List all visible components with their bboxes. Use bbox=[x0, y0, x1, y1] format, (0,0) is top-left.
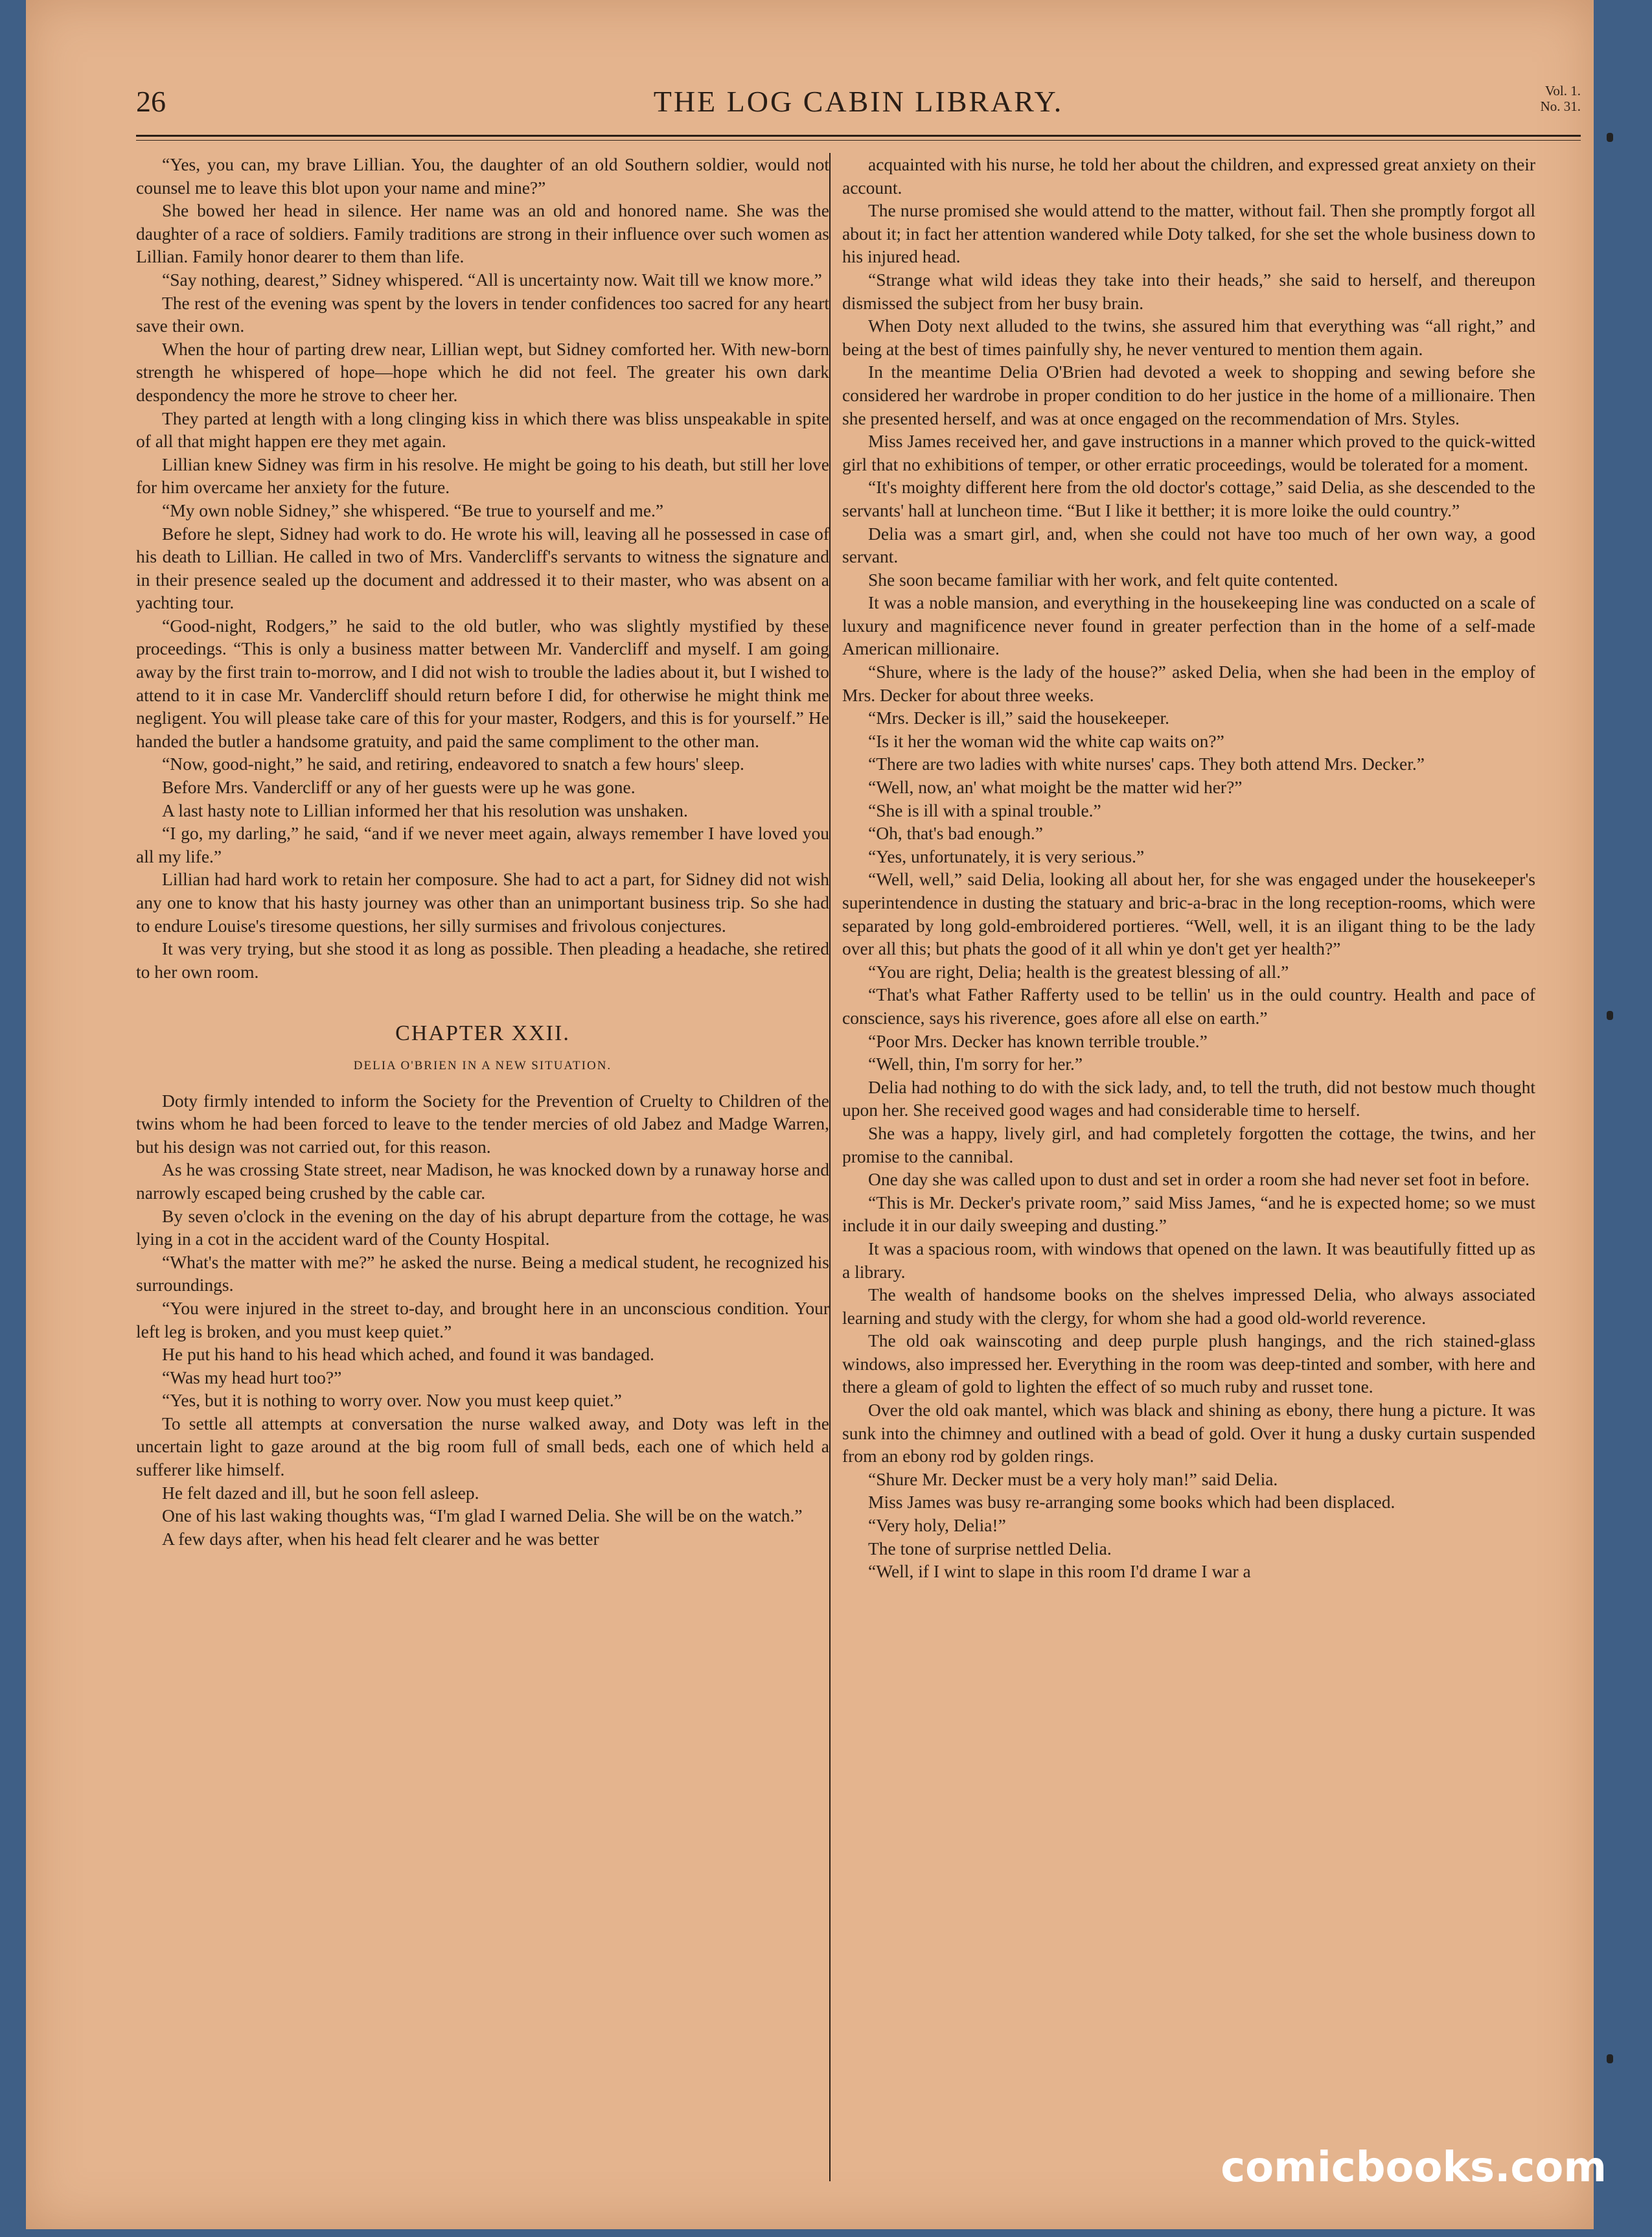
paragraph: In the meantime Delia O'Brien had devoted a week to shopping and sewing before she considered her wardrobe in proper condition to do her justice in the home of a millionaire. Then she presented herself, and was at once engaged on the recommendation of Mrs. Styles. bbox=[842, 362, 1535, 428]
paragraph: It was a noble mansion, and everything in the housekeeping line was conducted on a scale of luxury and magnificence never found in greater perfection than in the home of a self-made American millionaire. bbox=[842, 592, 1535, 659]
paragraph: When Doty next alluded to the twins, she assured him that everything was “all right,” and being at the best of times painfully shy, he never ventured to mention them again. bbox=[842, 316, 1535, 359]
paragraph: The nurse promised she would attend to the matter, without fail. Then she promptly forgot all about it; in fact her attention wandered while Doty talked, for she set the whole business down to his injured head. bbox=[842, 200, 1535, 267]
paragraph: She soon became familiar with her work, and felt quite contented. bbox=[868, 569, 1338, 590]
paragraph: Miss James was busy re-arranging some books which had been displaced. bbox=[868, 1492, 1395, 1513]
journal-title: THE LOG CABIN LIBRARY. bbox=[653, 85, 1064, 118]
paragraph: “Well, now, an' what moight be the matter wid her?” bbox=[868, 777, 1243, 798]
page-number: 26 bbox=[136, 85, 166, 118]
paragraph: “You are right, Delia; health is the greatest blessing of all.” bbox=[868, 961, 1289, 982]
paragraph: “Very holy, Delia!” bbox=[868, 1515, 1006, 1536]
paragraph: “Well, thin, I'm sorry for her.” bbox=[868, 1054, 1083, 1074]
paragraph: “I go, my darling,” he said, “and if we never meet again, always remember I have loved you all my life.” bbox=[136, 823, 829, 866]
right-column bbox=[842, 153, 1535, 1583]
paragraph: “Well, well,” said Delia, looking all about her, for she was engaged under the housekeeper's superintendence in dusting the statuary and bric-a-brac in the long reception-rooms, which were separated by long gold-embroidered portieres. “Well, well, it is an iligant thing to be the lady over all this; but phats the good of it all whin ye don't get yer health?” bbox=[842, 869, 1535, 959]
paragraph: He put his hand to his head which ached, and found it was bandaged. bbox=[162, 1344, 654, 1365]
watermark-logo: comicbooks.com bbox=[1221, 2144, 1607, 2192]
paragraph: Before Mrs. Vandercliff or any of her guests were up he was gone. bbox=[162, 777, 636, 798]
paragraph: By seven o'clock in the evening on the day of his abrupt departure from the cottage, he was lying in a cot in the accident ward of the County Hospital. bbox=[136, 1205, 829, 1249]
volume-label: Vol. 1. bbox=[1544, 83, 1581, 99]
paragraph: “Poor Mrs. Decker has known terrible trouble.” bbox=[868, 1030, 1208, 1051]
paragraph: “Shure, where is the lady of the house?” asked Delia, when she had been in the employ of Mrs. Decker for about three weeks. bbox=[842, 662, 1535, 705]
paragraph: “My own noble Sidney,” she whispered. “Be true to yourself and me.” bbox=[162, 500, 664, 520]
header-rule bbox=[136, 135, 1581, 137]
paragraph: The rest of the evening was spent by the lovers in tender confidences too sacred for any heart save their own. bbox=[136, 292, 829, 336]
left-column bbox=[136, 153, 829, 1550]
chapter-title: CHAPTER XXII. bbox=[395, 1021, 570, 1046]
paragraph: One of his last waking thoughts was, “I'm glad I warned Delia. She will be on the watch.” bbox=[162, 1505, 803, 1526]
paragraph: The old oak wainscoting and deep purple plush hangings, and the rich stained-glass windows, also impressed her. Everything in the room was deep-tinted and somber, with here and there a gleam of gold to lighten the effect of so much ruby and russet tone. bbox=[842, 1330, 1535, 1397]
paragraph: She was a happy, lively girl, and had completely forgotten the cottage, the twins, and her promise to the cannibal. bbox=[842, 1122, 1535, 1166]
column-divider bbox=[829, 153, 831, 2181]
paragraph: Doty firmly intended to inform the Society for the Prevention of Cruelty to Children of the twins whom he had been forced to leave to the tender mercies of old Jabez and Madge Warren, but his design was not carried out, for this reason. bbox=[136, 1090, 829, 1157]
paragraph: Lillian had hard work to retain her composure. She had to act a part, for Sidney did not wish any one to know that his hasty journey was other than an unimportant business trip. So she had to endure Louise's tiresome questions, her silly surmises and frivolous conjectures. bbox=[136, 869, 829, 936]
paragraph: “Was my head hurt too?” bbox=[162, 1367, 342, 1387]
paragraph: They parted at length with a long clinging kiss in which there was bliss unspeakable in spite of all that might happen ere they met again. bbox=[136, 408, 829, 452]
paragraph: “Is it her the woman wid the white cap waits on?” bbox=[868, 730, 1224, 751]
left-column-text-before bbox=[136, 153, 829, 983]
right-column-text bbox=[842, 153, 1535, 1583]
left-column-text-after bbox=[136, 1089, 829, 1551]
paragraph: acquainted with his nurse, he told her about the children, and expressed great anxiety on their account. bbox=[842, 154, 1535, 198]
paragraph: “This is Mr. Decker's private room,” said Miss James, “and he is expected home; so we must include it in our daily sweeping and dusting.” bbox=[842, 1192, 1535, 1236]
number-label: No. 31. bbox=[1540, 99, 1581, 114]
header-rule-thin bbox=[136, 140, 1581, 141]
paragraph: Delia had nothing to do with the sick lady, and, to tell the truth, did not bestow much thought upon her. She received good wages and had considerable time to herself. bbox=[842, 1076, 1535, 1120]
paragraph: “That's what Father Rafferty used to be tellin' us in the ould country. Health and pace of conscience, says his riverence, goes afore all else on earth.” bbox=[842, 984, 1535, 1028]
binding-mark bbox=[1607, 133, 1613, 142]
chapter-subtitle: DELIA O'BRIEN IN A NEW SITUATION. bbox=[353, 1058, 612, 1072]
paragraph: “Shure Mr. Decker must be a very holy man!” said Delia. bbox=[868, 1468, 1278, 1489]
paragraph: He felt dazed and ill, but he soon fell asleep. bbox=[162, 1482, 479, 1503]
paragraph: “What's the matter with me?” he asked the nurse. Being a medical student, he recognized his surroundings. bbox=[136, 1251, 829, 1295]
paragraph: One day she was called upon to dust and set in order a room she had never set foot in before. bbox=[868, 1169, 1530, 1190]
paragraph: “Yes, you can, my brave Lillian. You, the daughter of an old Southern soldier, would not counsel me to leave this blot upon your name and mine?” bbox=[136, 154, 829, 198]
paragraph: Delia was a smart girl, and, when she could not have too much of her own way, a good servant. bbox=[842, 523, 1535, 567]
paragraph: It was very trying, but she stood it as long as possible. Then pleading a headache, she retired to her own room. bbox=[136, 938, 829, 982]
paragraph: “Yes, but it is nothing to worry over. Now you must keep quiet.” bbox=[162, 1390, 622, 1411]
paragraph: When the hour of parting drew near, Lillian wept, but Sidney comforted her. With new-born strength he whispered of hope—hope which he did not feel. The greater his own dark despondency the more he strove to cheer her. bbox=[136, 338, 829, 405]
paragraph: “Say nothing, dearest,” Sidney whispered. “All is uncertainty now. Wait till we know more.” bbox=[162, 269, 822, 290]
paragraph: “Oh, that's bad enough.” bbox=[868, 823, 1043, 844]
paragraph: It was a spacious room, with windows that opened on the lawn. It was beautifully fitted up as a library. bbox=[842, 1238, 1535, 1282]
page-sheet bbox=[26, 0, 1594, 2229]
paragraph: Lillian knew Sidney was firm in his resolve. He might be going to his death, but still her love for him overcame her anxiety for the future. bbox=[136, 454, 829, 498]
paragraph: “Well, if I wint to slape in this room I'd drame I war a bbox=[868, 1561, 1251, 1582]
paragraph: “You were injured in the street to-day, and brought here in an unconscious condition. Your left leg is broken, and you must keep quiet.” bbox=[136, 1297, 829, 1341]
paragraph: “It's moighty different here from the old doctor's cottage,” said Delia, as she descended to the servants' hall at luncheon time. “But I like it betther; it is more loike the ould country.” bbox=[842, 477, 1535, 520]
paragraph: Miss James received her, and gave instructions in a manner which proved to the quick-witted girl that no exhibitions of temper, or other erratic proceedings, would be tolerated for a moment. bbox=[842, 431, 1535, 474]
page-header bbox=[136, 84, 1581, 123]
paragraph: She bowed her head in silence. Her name was an old and honored name. She was the daughter of a race of soldiers. Family traditions are strong in their influence over such women as Lillian. Family honor dearer to them than life. bbox=[136, 200, 829, 267]
paragraph: To settle all attempts at conversation the nurse walked away, and Doty was left in the uncertain light to gaze around at the big room full of small beds, each one of which held a sufferer like himself. bbox=[136, 1413, 829, 1480]
paragraph: “Strange what wild ideas they take into their heads,” she said to herself, and thereupon dismissed the subject from her busy brain. bbox=[842, 269, 1535, 313]
paragraph: As he was crossing State street, near Madison, he was knocked down by a runaway horse and narrowly escaped being crushed by the cable car. bbox=[136, 1159, 829, 1203]
paragraph: The wealth of handsome books on the shelves impressed Delia, who always associated learning and study with the clergy, for whom she had a good old-world reverence. bbox=[842, 1284, 1535, 1328]
paragraph: “Now, good-night,” he said, and retiring, endeavored to snatch a few hours' sleep. bbox=[162, 754, 744, 774]
paragraph: Before he slept, Sidney had work to do. He wrote his will, leaving all he possessed in case of his death to Lillian. He called in two of Mrs. Vandercliff's servants to witness the signature and in their presence sealed up the document and addressed it to their master, who was absent on a yachting tour. bbox=[136, 523, 829, 613]
binding-mark bbox=[1607, 1011, 1613, 1020]
volume-info bbox=[1541, 83, 1581, 114]
paragraph: The tone of surprise nettled Delia. bbox=[868, 1538, 1112, 1559]
paragraph: “Good-night, Rodgers,” he said to the old butler, who was slightly mystified by these proceedings. “This is only a business matter between Mr. Vandercliff and myself. I am going away by the first train to-morrow, and I did not wish to trouble the ladies about it, but I wished to attend to it in case Mr. Vandercliff should return before I did, for otherwise he might think me negligent. You will please take care of this for your master, Rodgers, and this is for yourself.” He handed the butler a handsome gratuity, and paid the same compliment to the other man. bbox=[136, 615, 829, 751]
binding-mark bbox=[1607, 2054, 1613, 2063]
paragraph: A few days after, when his head felt clearer and he was better bbox=[162, 1528, 599, 1549]
paragraph: “Mrs. Decker is ill,” said the housekeeper. bbox=[868, 708, 1170, 728]
paragraph: “There are two ladies with white nurses' caps. They both attend Mrs. Decker.” bbox=[868, 754, 1425, 774]
paragraph: Over the old oak mantel, which was black and shining as ebony, there hung a picture. It was sunk into the chimney and outlined with a bead of gold. Over it hung a dusky curtain suspended from an ebony rod by golden rings. bbox=[842, 1400, 1535, 1466]
paragraph: A last hasty note to Lillian informed her that his resolution was unshaken. bbox=[162, 800, 688, 820]
paragraph: “She is ill with a spinal trouble.” bbox=[868, 800, 1101, 820]
paragraph: “Yes, unfortunately, it is very serious.” bbox=[868, 846, 1145, 866]
